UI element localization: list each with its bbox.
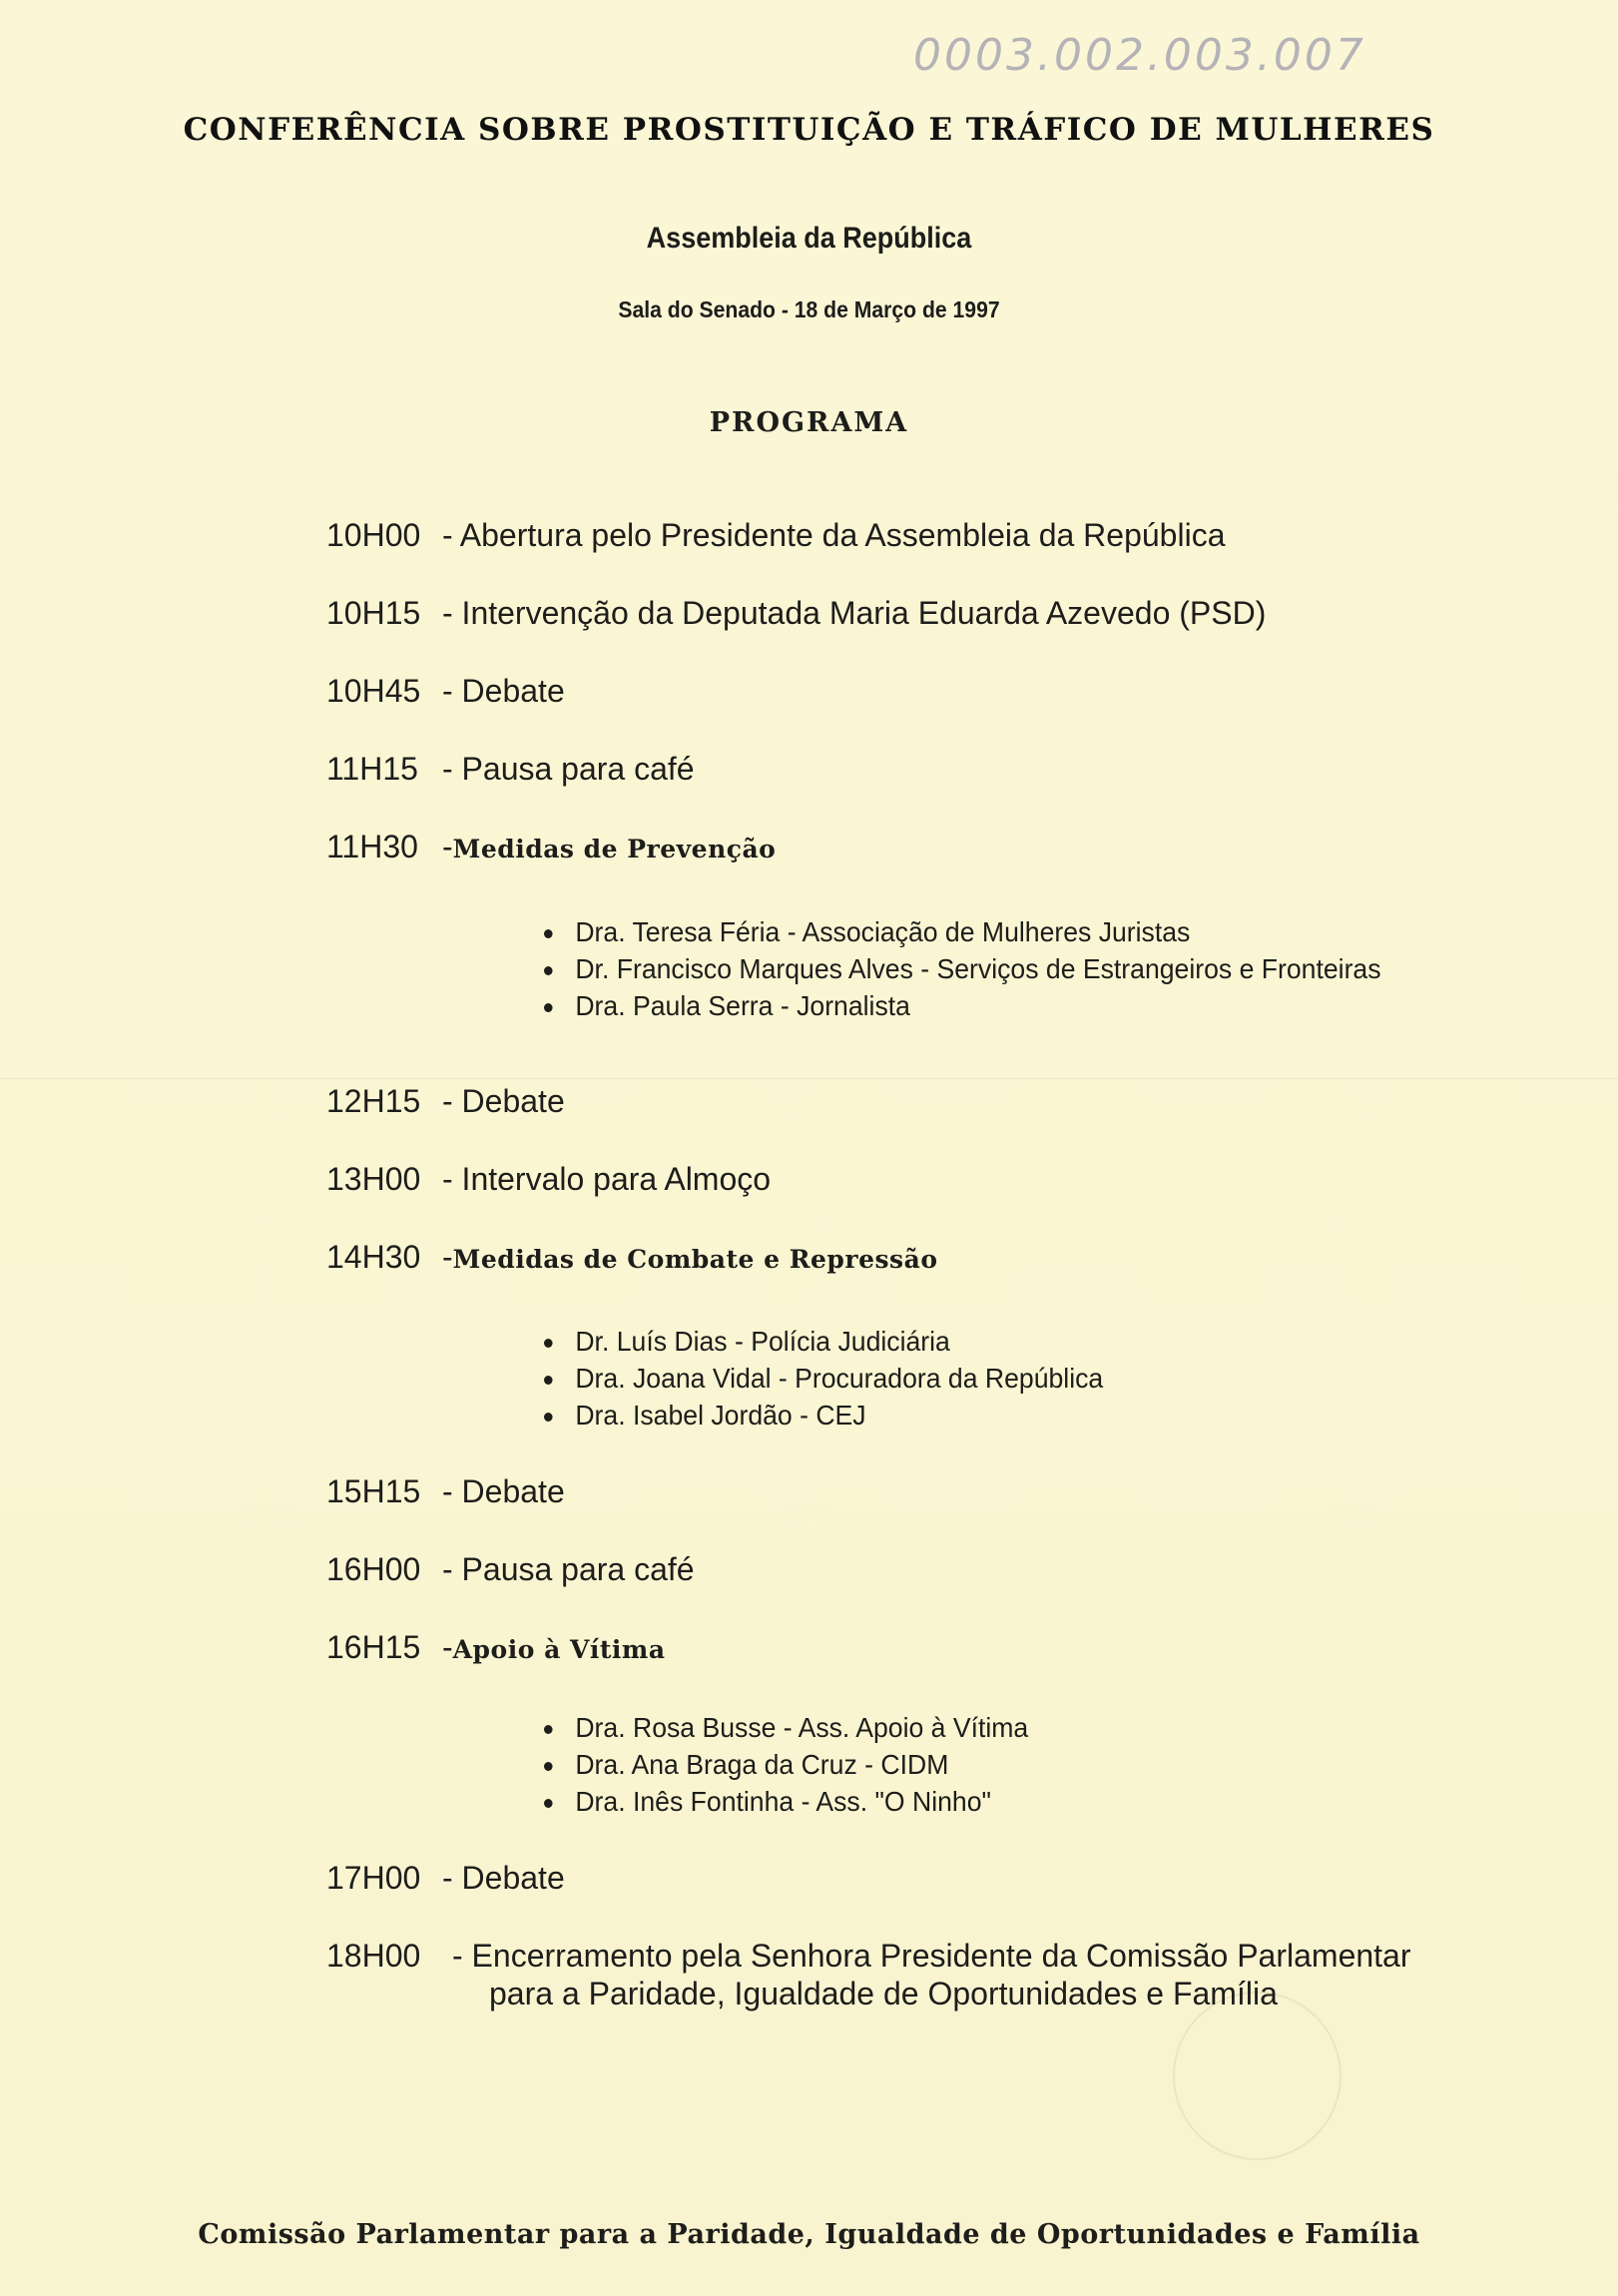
schedule-text: - Intervenção da Deputada Maria Eduarda Azevedo (PSD) bbox=[442, 595, 1267, 631]
schedule-text: - Debate bbox=[442, 1860, 565, 1896]
speaker-text: Dra. Rosa Busse - Ass. Apoio à Vítima bbox=[575, 1712, 1029, 1743]
bullet-icon bbox=[544, 966, 553, 975]
section-title: Medidas de Combate e Repressão bbox=[452, 1245, 938, 1274]
schedule-time: 10H00 bbox=[326, 517, 421, 553]
archive-number: 0003.002.003.007 bbox=[913, 30, 1366, 81]
bullet-icon bbox=[544, 1003, 553, 1012]
schedule-text: - bbox=[442, 1239, 453, 1275]
bullet-icon bbox=[544, 1339, 553, 1348]
schedule-time: 12H15 bbox=[326, 1083, 421, 1119]
speaker-item bbox=[544, 1783, 1028, 1820]
schedule-text: - bbox=[442, 1629, 453, 1665]
section-title: Apoio à Vítima bbox=[452, 1635, 666, 1664]
speaker-item bbox=[544, 1709, 1028, 1746]
section-title: Medidas de Prevenção bbox=[452, 835, 777, 863]
schedule-time: 17H00 bbox=[326, 1860, 421, 1896]
speaker-item bbox=[544, 987, 1381, 1024]
schedule-item-continuation bbox=[489, 1976, 1278, 2012]
schedule-item bbox=[326, 595, 1266, 632]
schedule-item bbox=[326, 751, 695, 788]
bullet-icon bbox=[544, 929, 553, 938]
schedule-item bbox=[326, 1551, 695, 1588]
bullet-icon bbox=[544, 1376, 553, 1385]
bullet-icon bbox=[544, 1762, 553, 1771]
bullet-icon bbox=[544, 1725, 553, 1734]
schedule-text: - Intervalo para Almoço bbox=[442, 1161, 772, 1197]
assembly-name: Assembleia da República bbox=[646, 222, 972, 255]
schedule-item bbox=[326, 1629, 666, 1666]
speaker-item bbox=[544, 913, 1381, 950]
speaker-text: Dr. Luís Dias - Polícia Judiciária bbox=[575, 1326, 950, 1357]
speaker-item bbox=[544, 950, 1381, 987]
schedule-time: 10H15 bbox=[326, 595, 421, 631]
speaker-list bbox=[544, 1323, 1133, 1434]
schedule-time: 18H00 bbox=[326, 1938, 421, 1974]
schedule-time: 11H30 bbox=[326, 829, 418, 864]
schedule-time: 15H15 bbox=[326, 1473, 421, 1509]
faded-stamp bbox=[1173, 1992, 1342, 2160]
speaker-item bbox=[544, 1397, 1103, 1434]
speaker-text: Dra. Ana Braga da Cruz - CIDM bbox=[575, 1749, 949, 1780]
schedule-item bbox=[326, 829, 776, 865]
venue-date: Sala do Senado - 18 de Março de 1997 bbox=[618, 296, 1000, 322]
speaker-item bbox=[544, 1746, 1028, 1783]
conference-title: CONFERÊNCIA SOBRE PROSTITUIÇÃO E TRÁFICO DE MULHERES bbox=[183, 112, 1435, 148]
schedule-item bbox=[326, 673, 565, 710]
schedule-item bbox=[326, 1161, 771, 1198]
schedule-text: - Pausa para café bbox=[442, 751, 695, 787]
speaker-text: Dra. Inês Fontinha - Ass. "O Ninho" bbox=[575, 1786, 991, 1817]
schedule-time: 14H30 bbox=[326, 1239, 421, 1275]
schedule-item bbox=[326, 1938, 1411, 1975]
schedule-item bbox=[326, 517, 1225, 554]
bullet-icon bbox=[544, 1413, 553, 1422]
schedule-item bbox=[326, 1083, 565, 1120]
speaker-text: Dr. Francisco Marques Alves - Serviços de Estrangeiros e Fronteiras bbox=[575, 953, 1381, 984]
schedule-item bbox=[326, 1860, 565, 1897]
schedule-text: - bbox=[442, 829, 453, 864]
speaker-text: Dra. Isabel Jordão - CEJ bbox=[575, 1400, 866, 1431]
schedule-time: 13H00 bbox=[326, 1161, 421, 1197]
schedule-time: 10H45 bbox=[326, 673, 421, 709]
schedule-text: - Abertura pelo Presidente da Assembleia da República bbox=[442, 517, 1226, 553]
schedule-item bbox=[326, 1473, 565, 1510]
speaker-text: Dra. Teresa Féria - Associação de Mulheres Juristas bbox=[575, 916, 1191, 947]
schedule-text: - Debate bbox=[442, 1473, 565, 1509]
schedule-text: - Pausa para café bbox=[442, 1551, 695, 1587]
speaker-item bbox=[544, 1323, 1103, 1360]
speaker-item bbox=[544, 1360, 1103, 1397]
schedule-text: - Debate bbox=[442, 673, 565, 709]
bullet-icon bbox=[544, 1799, 553, 1808]
speaker-list bbox=[544, 913, 1425, 1024]
schedule-item bbox=[326, 1239, 938, 1276]
schedule-text-line2: para a Paridade, Igualdade de Oportunidades e Família bbox=[489, 1976, 1278, 2011]
schedule-time: 11H15 bbox=[326, 751, 418, 787]
footer-commission: Comissão Parlamentar para a Paridade, Igualdade de Oportunidades e Família bbox=[198, 2219, 1420, 2250]
schedule-text: - Encerramento pela Senhora Presidente da Comissão Parlamentar bbox=[452, 1938, 1411, 1974]
speaker-text: Dra. Joana Vidal - Procuradora da República bbox=[575, 1363, 1104, 1394]
schedule-time: 16H00 bbox=[326, 1551, 421, 1587]
program-heading: PROGRAMA bbox=[709, 407, 909, 438]
schedule-text: - Debate bbox=[442, 1083, 565, 1119]
paper-fold-line bbox=[0, 1078, 1618, 1079]
schedule-time: 16H15 bbox=[326, 1629, 421, 1665]
speaker-list bbox=[544, 1709, 1054, 1820]
speaker-text: Dra. Paula Serra - Jornalista bbox=[575, 990, 910, 1021]
